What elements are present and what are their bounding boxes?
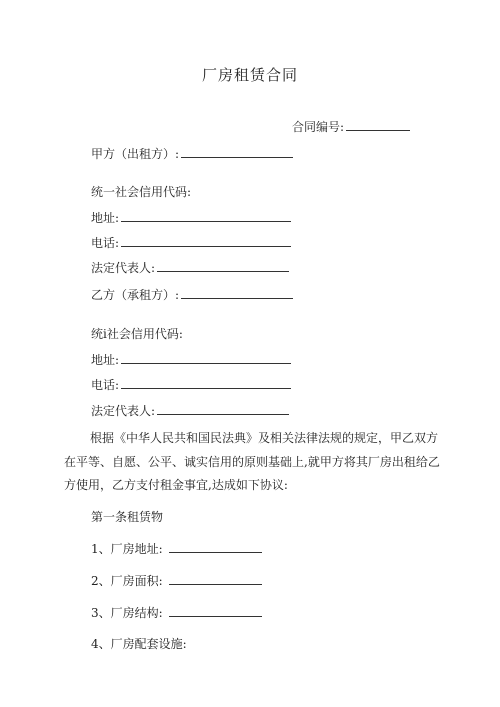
item2-line <box>91 572 262 589</box>
party-b-blank[interactable] <box>181 286 293 299</box>
article1-heading-text: 第一条租赁物 <box>91 510 164 524</box>
rep-a-blank[interactable] <box>157 259 289 272</box>
party-b-line <box>91 286 293 303</box>
rep-a-line <box>91 259 289 276</box>
address-b-line <box>91 351 291 368</box>
rep-b-label: 法定代表人: <box>91 404 156 418</box>
phone-a-line <box>91 234 291 251</box>
credit-code-b-line <box>91 326 183 342</box>
party-a-blank[interactable] <box>181 145 293 158</box>
address-b-label: 地址: <box>91 353 120 367</box>
rep-b-blank[interactable] <box>157 402 289 415</box>
phone-b-blank[interactable] <box>121 376 291 389</box>
item3-blank[interactable] <box>169 604 262 617</box>
phone-b-label: 电话: <box>91 378 120 392</box>
phone-a-blank[interactable] <box>121 234 291 247</box>
item1-label: 1、厂房地址: <box>91 542 163 556</box>
item3-label: 3、厂房结构: <box>91 606 163 620</box>
party-b-label: 乙方（承租方）: <box>91 288 180 302</box>
credit-code-a-label: 统一社会信用代码: <box>91 185 192 199</box>
item4-label: 4、厂房配套设施: <box>91 637 187 651</box>
item2-label: 2、厂房面积: <box>91 574 163 588</box>
intro-paragraph-text: 根据《中华人民共和国民法典》及相关法律法规的规定，甲乙双方在平等、自愿、公平、诚实信用的原则基础上,就甲方将其厂房出租给乙方使用，乙方支付租金事宜,达成如下协议: <box>64 431 440 492</box>
party-a-label: 甲方（出租方）: <box>91 147 180 161</box>
intro-paragraph <box>64 427 444 498</box>
contract-number-blank[interactable] <box>346 118 410 131</box>
rep-b-line <box>91 402 289 419</box>
item1-line <box>91 540 262 557</box>
item3-line <box>91 604 262 621</box>
phone-a-label: 电话: <box>91 236 120 250</box>
contract-number-label: 合同编号: <box>292 120 345 134</box>
address-a-label: 地址: <box>91 211 120 225</box>
item4-line <box>91 636 187 652</box>
rep-a-label: 法定代表人: <box>91 261 156 275</box>
document-title: 厂房租赁合同 <box>201 66 298 84</box>
contract-number-line <box>292 118 410 135</box>
party-a-line <box>91 145 293 162</box>
address-b-blank[interactable] <box>121 351 291 364</box>
credit-code-a-line <box>91 184 191 200</box>
item2-blank[interactable] <box>169 572 262 585</box>
credit-code-b-label: 统i社会信用代码: <box>91 327 183 341</box>
item1-blank[interactable] <box>169 540 262 553</box>
address-a-line <box>91 209 291 226</box>
article1-heading <box>91 509 163 525</box>
address-a-blank[interactable] <box>121 209 291 222</box>
phone-b-line <box>91 376 291 393</box>
